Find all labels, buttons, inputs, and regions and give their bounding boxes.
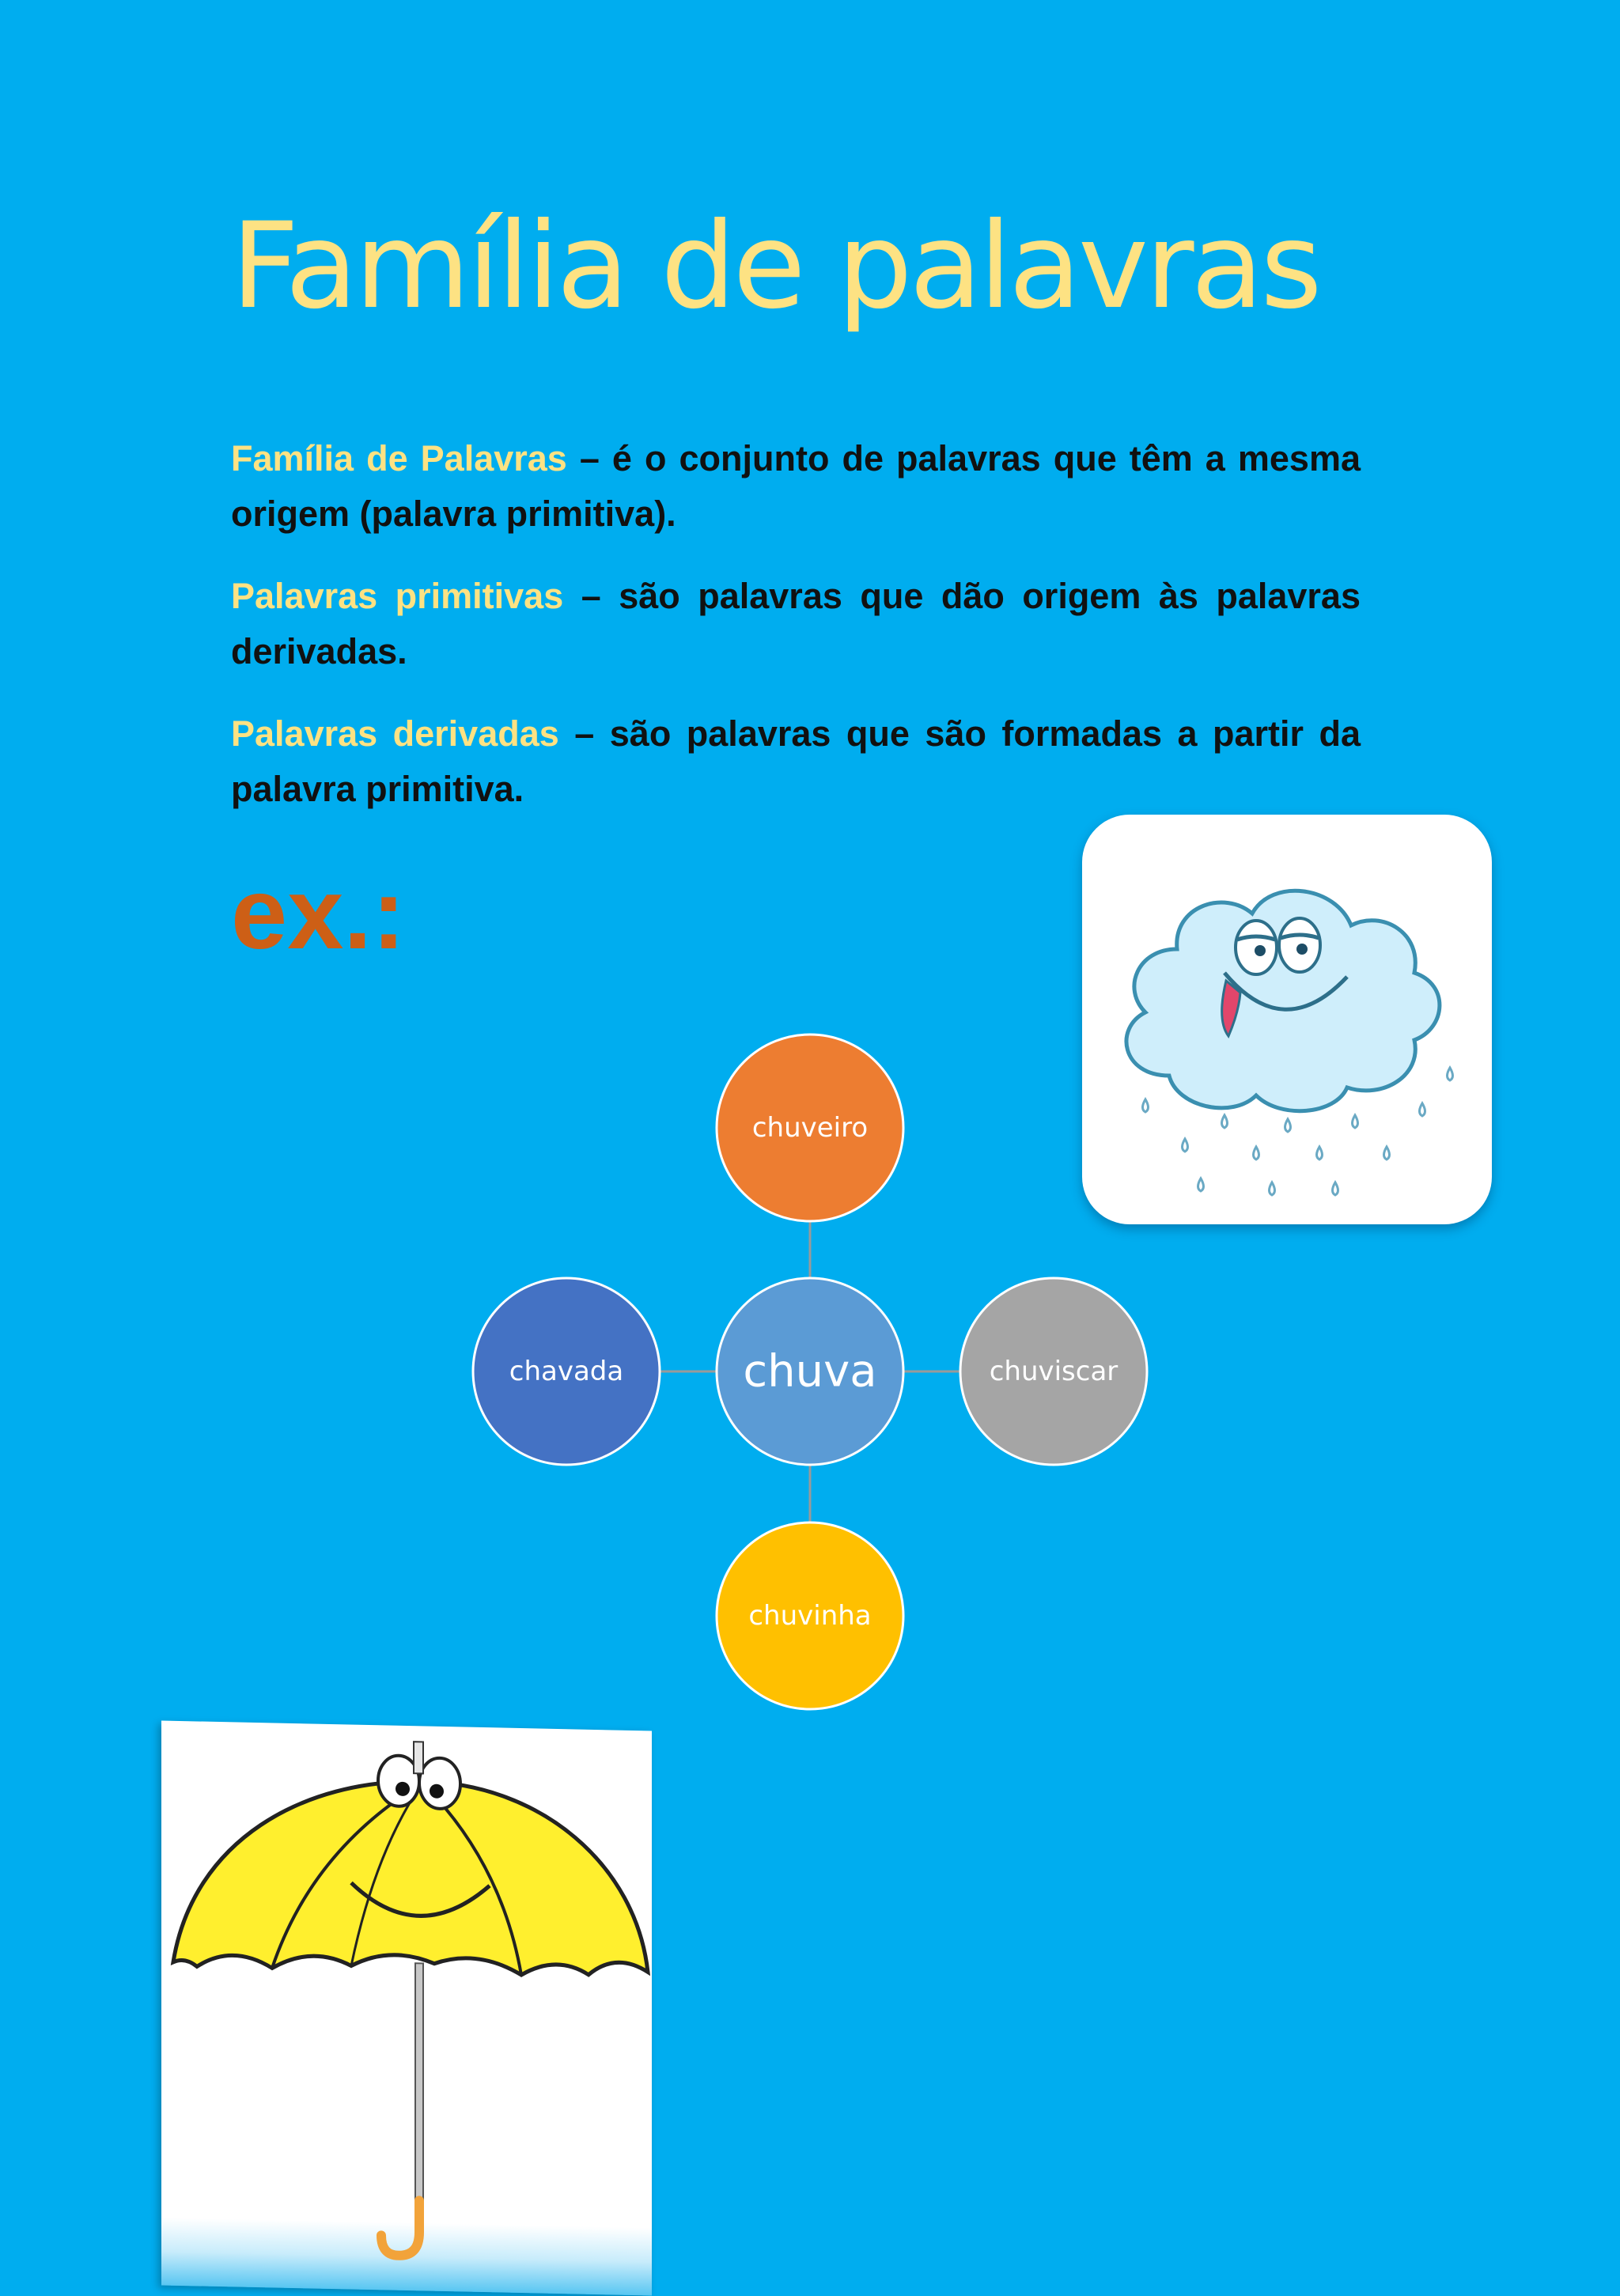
node-right-label: chuviscar	[989, 1356, 1118, 1387]
node-top-label: chuveiro	[751, 1112, 869, 1144]
definition-term: Família de Palavras	[231, 438, 567, 478]
node-left	[473, 1278, 660, 1465]
example-label: ex.:	[231, 857, 406, 970]
rain-cloud-icon	[1082, 815, 1492, 1224]
node-center-label: chuva	[743, 1345, 877, 1398]
page-title: Família de palavras	[231, 198, 1319, 335]
node-bottom-label: chuvinha	[748, 1600, 872, 1632]
node-right	[960, 1278, 1147, 1465]
definition-text: – são palavras que são formadas a partir da palavra primitiva.	[231, 713, 1361, 809]
definition-text: – é o conjunto de palavras que têm a mesma origem (palavra primitiva).	[231, 438, 1361, 534]
definition-text: – são palavras que dão origem às palavras derivadas.	[231, 576, 1361, 671]
umbrella-icon	[161, 1721, 652, 2296]
definition-term: Palavras derivadas	[231, 713, 559, 754]
rain-cloud-image	[1082, 815, 1492, 1224]
umbrella-image	[161, 1721, 652, 2296]
node-top	[717, 1035, 903, 1221]
node-center	[717, 1278, 903, 1465]
node-left-label: chavada	[509, 1356, 624, 1387]
definition-term: Palavras primitivas	[231, 576, 564, 616]
node-bottom	[717, 1522, 903, 1709]
